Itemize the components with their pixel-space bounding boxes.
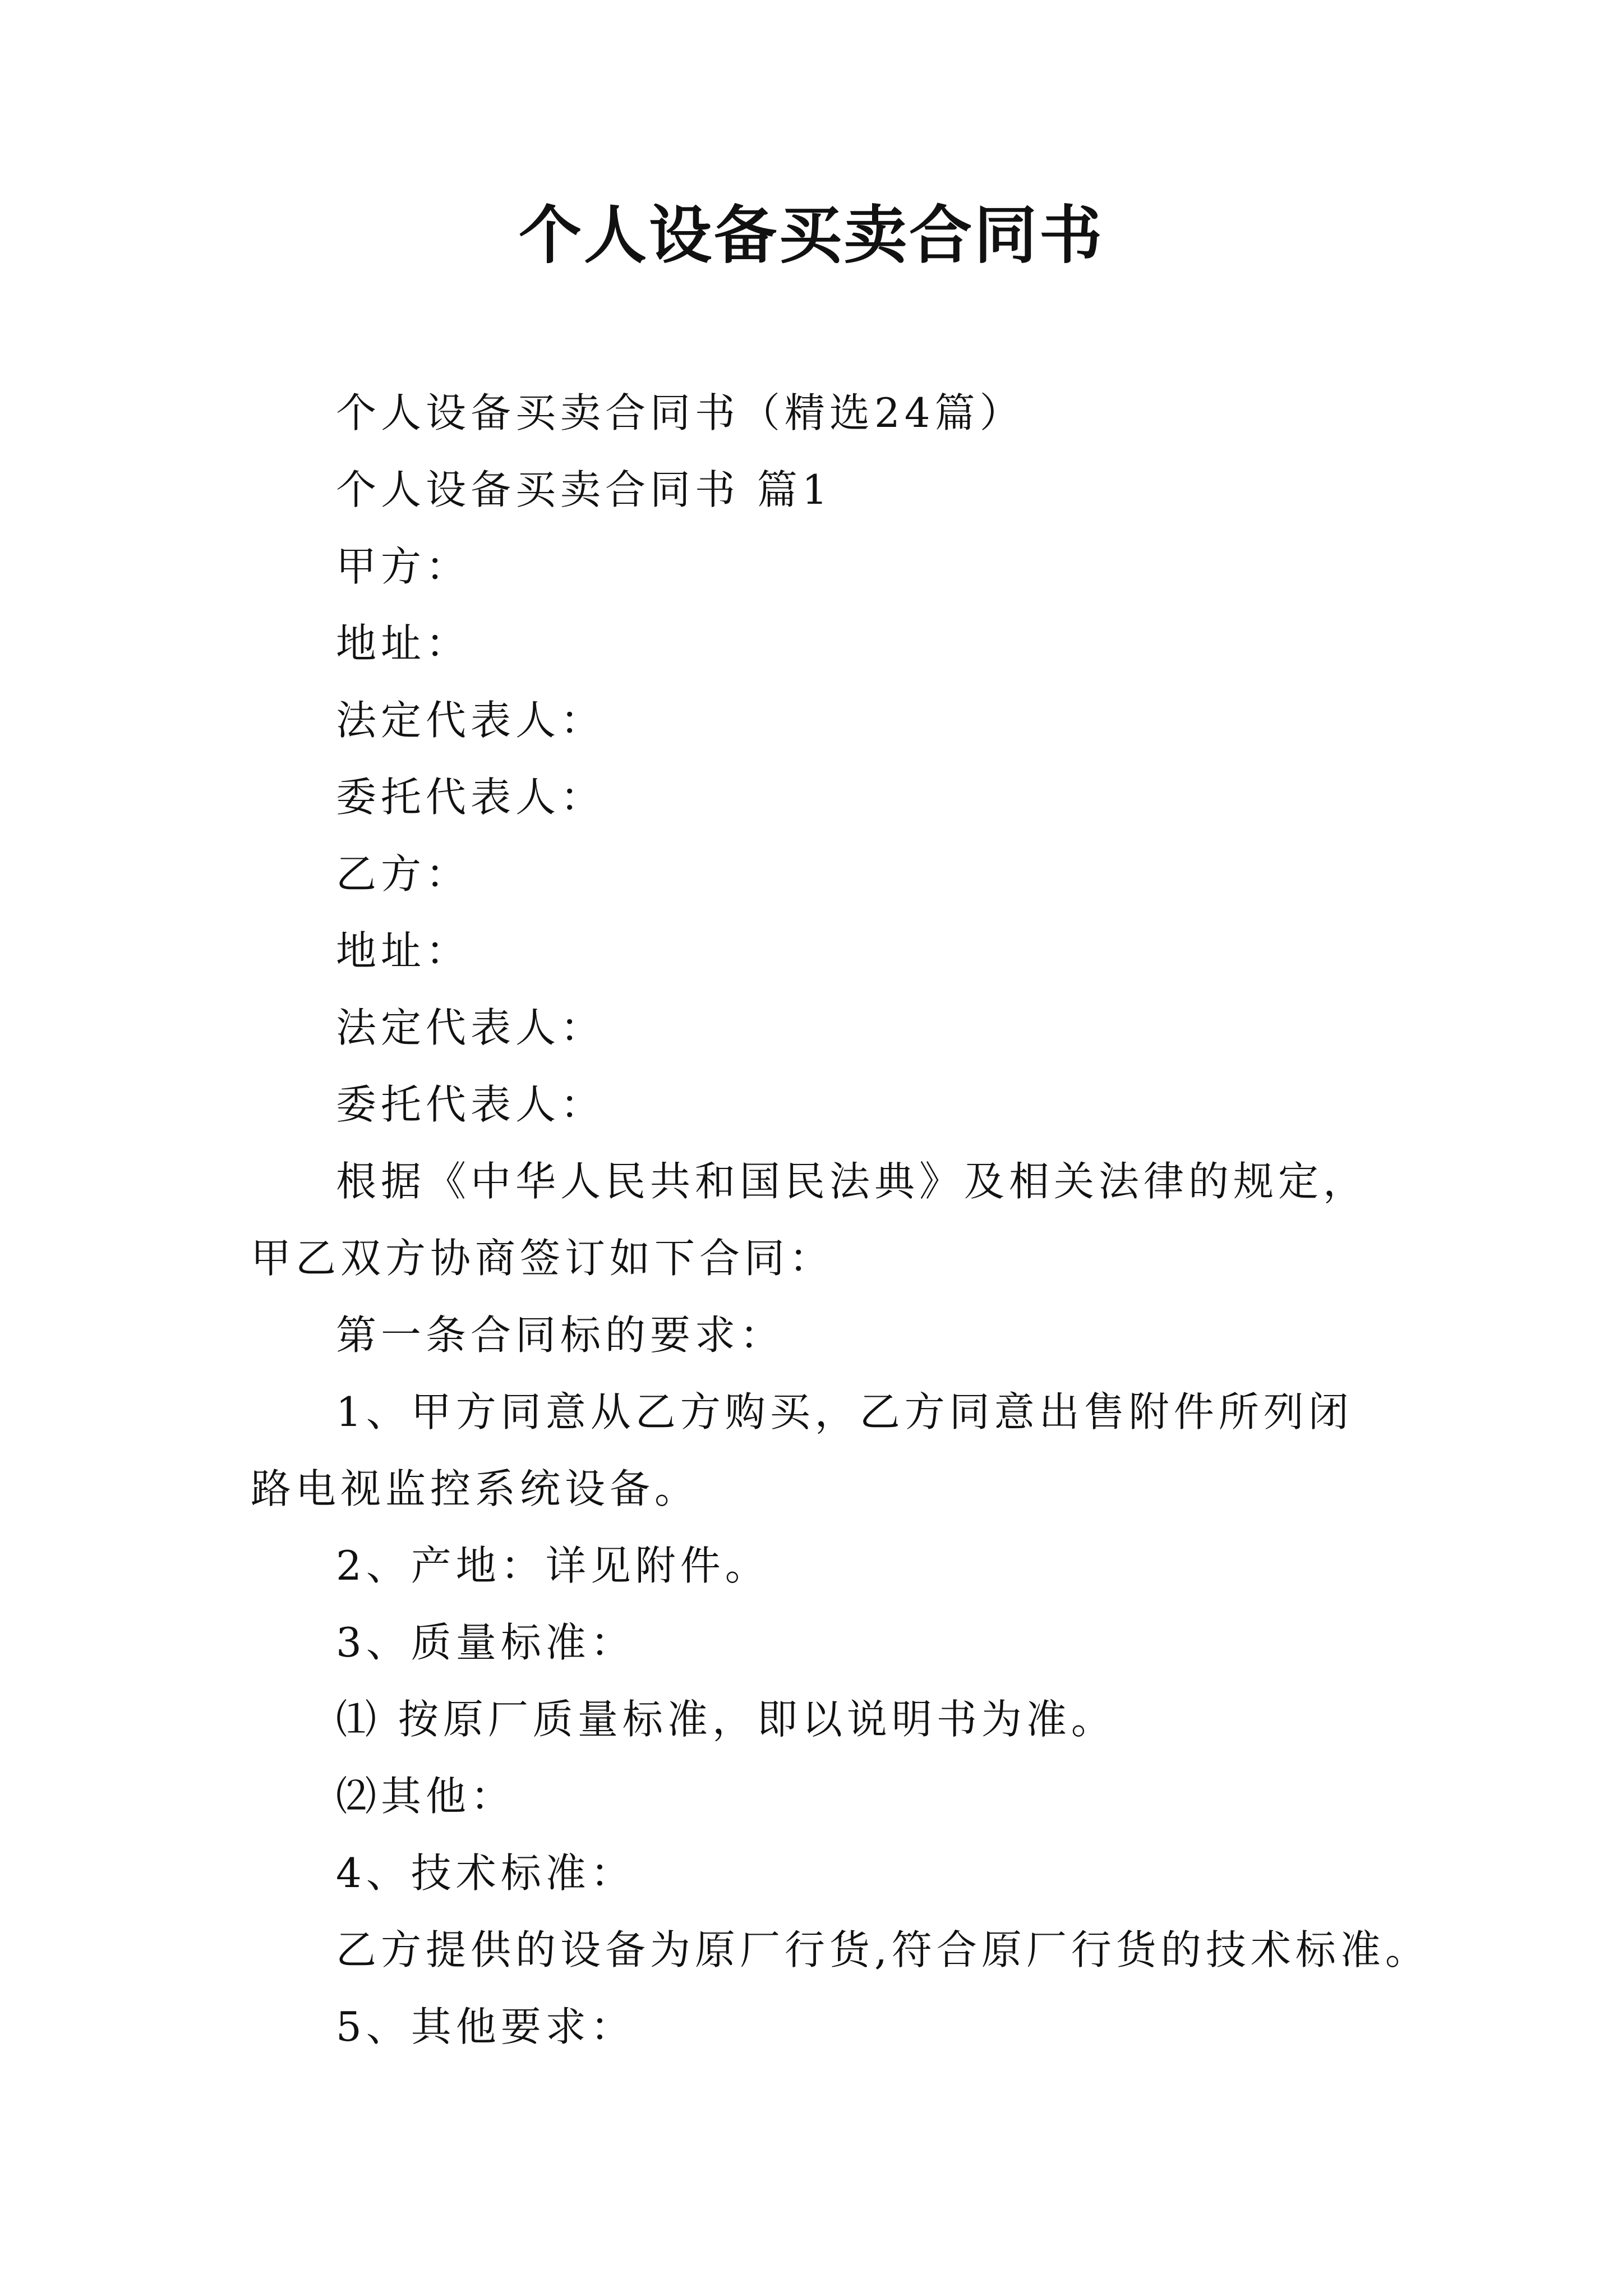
document-body bbox=[251, 375, 1430, 2065]
paragraph-address-b: 地址： bbox=[336, 927, 471, 974]
paragraph-address-a: 地址： bbox=[336, 620, 471, 667]
paragraph-item-1: 1、甲方同意从乙方购买，乙方同意出售附件所列闭路电视监控系统设备。 bbox=[251, 1388, 1353, 1512]
paragraph-item-3-1: ⑴ 按原厂质量标准，即以说明书为准。 bbox=[336, 1696, 1116, 1743]
paragraph-item-4: 4、技术标准： bbox=[336, 1849, 635, 1897]
paragraph-item-5: 5、其他要求： bbox=[336, 2003, 635, 2050]
document-title: 个人设备买卖合同书 bbox=[519, 199, 1104, 272]
paragraph-subtitle: 个人设备买卖合同书（精选24篇） bbox=[336, 389, 1025, 436]
paragraph-agent-a: 委托代表人： bbox=[336, 774, 606, 821]
paragraph-preamble: 根据《中华人民共和国民法典》及相关法律的规定，甲乙双方协商签订如下合同： bbox=[251, 1158, 1368, 1282]
paragraph-agent-b: 委托代表人： bbox=[336, 1081, 606, 1128]
paragraph-item-2: 2、产地：详见附件。 bbox=[336, 1542, 770, 1589]
paragraph-item-4-detail: 乙方提供的设备为原厂行货,符合原厂行货的技术标准。 bbox=[336, 1926, 1430, 1973]
paragraph-item-3: 3、质量标准： bbox=[336, 1619, 635, 1666]
paragraph-legal-rep-b: 法定代表人： bbox=[336, 1004, 606, 1051]
paragraph-section-heading: 个人设备买卖合同书 篇1 bbox=[336, 466, 832, 513]
paragraph-party-b: 乙方： bbox=[336, 850, 471, 898]
paragraph-legal-rep-a: 法定代表人： bbox=[336, 697, 606, 744]
paragraph-party-a: 甲方： bbox=[336, 543, 471, 590]
paragraph-item-3-2: ⑵其他： bbox=[336, 1773, 516, 1820]
paragraph-article-1: 第一条合同标的要求： bbox=[336, 1312, 785, 1359]
